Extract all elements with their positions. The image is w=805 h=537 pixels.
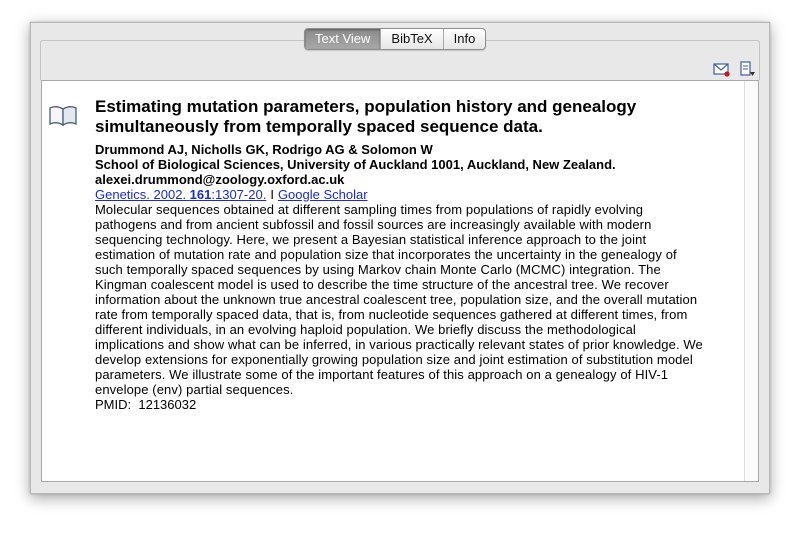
journal-citation-link[interactable] xyxy=(95,187,266,202)
mail-icon[interactable] xyxy=(713,61,731,77)
article-authors: Drummond AJ, Nicholls GK, Rodrigo AG & Solomon W xyxy=(95,142,433,157)
pmid-label: PMID: xyxy=(95,397,132,412)
pmid-value: 12136032 xyxy=(138,397,197,412)
article-title: Estimating mutation parameters, population history and genealogy simultaneously from temporally spaced sequence data. xyxy=(95,97,637,136)
tab-info[interactable]: Info xyxy=(453,31,476,46)
journal-volume: 161 xyxy=(189,187,212,202)
scrollbar-track[interactable] xyxy=(744,81,758,481)
tab-text-view[interactable]: Text View xyxy=(305,29,381,49)
journal-prefix: Genetics. 2002. xyxy=(95,187,190,202)
article-record xyxy=(95,97,707,412)
pmid-line xyxy=(95,397,707,412)
citation-line xyxy=(95,187,707,202)
tab-bibtex[interactable]: BibTeX xyxy=(381,29,443,49)
citation-separator: I xyxy=(270,187,274,202)
export-icon[interactable] xyxy=(738,61,756,77)
article-affiliation: School of Biological Sciences, University of Auckland 1001, Auckland, New Zealand. xyxy=(95,157,616,172)
google-scholar-link[interactable]: Google Scholar xyxy=(277,187,368,202)
article-abstract: Molecular sequences obtained at different sampling times from populations of rapidly evolving pathogens and from ancient subfossil and fossil sources are increasingly available with modern sequencing technology. Here, we present a Bayesian statistical inference approach to the joint estimation of mutation rate and population size that incorporates the uncertainty in the genealogy of such temporally spaced sequences by using Markov chain Monte Carlo (MCMC) integration. The Kingman coalescent model is used to describe the time structure of the ancestral tree. We recover information about the unknown true ancestral coalescent tree, population size, and the overall mutation rate from temporally spaced data, that is, from nucleotide sequences gathered at different times, from different individuals, in an evolving haploid population. We briefly discuss the methodological implications and show what can be inferred, in various practically relevant states of prior knowledge. We develop extensions for exponentially growing population size and joint estimation of substitution model parameters. We illustrate some of the important features of this approach on a genealogy of HIV-1 envelope (env) partial sequences. xyxy=(95,202,703,397)
view-segmented-control xyxy=(304,28,486,50)
article-email: alexei.drummond@zoology.oxford.ac.uk xyxy=(95,172,345,187)
journal-pages: :1307-20. xyxy=(211,187,267,202)
book-icon xyxy=(48,103,78,127)
